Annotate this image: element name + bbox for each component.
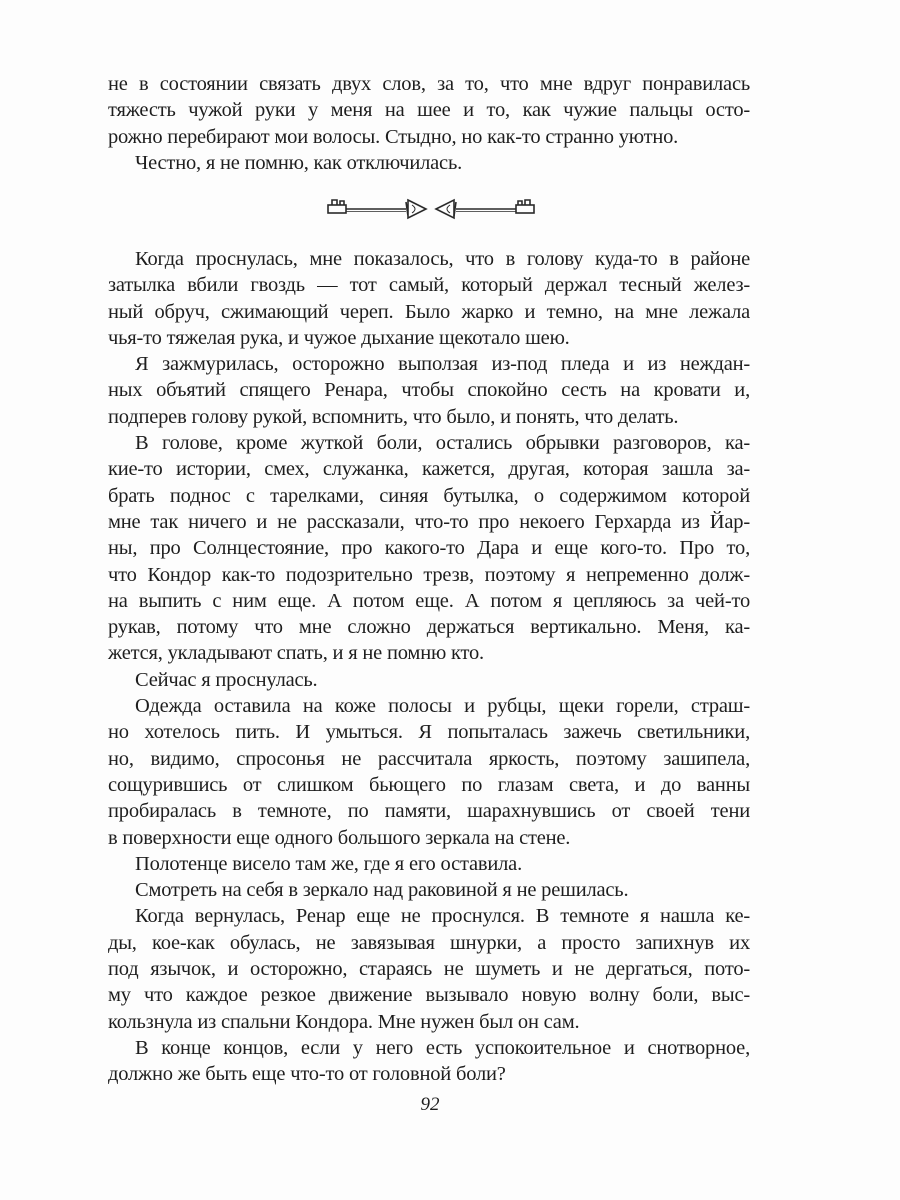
text-section-after-break	[108, 246, 750, 1088]
text-line: сощурившись от слишком бьющего по глазам света, и до ванны	[108, 773, 750, 796]
text-line: Когда вернулась, Ренар еще не проснулся. В темноте я нашла ке-	[135, 905, 750, 928]
text-line: затылка вбили гвоздь — тот самый, который держал тесный желез-	[108, 274, 750, 297]
text-line: должно же быть еще что-то от головной боли?	[108, 1063, 506, 1086]
text-line: кие-то истории, смех, служанка, кажется, другая, которая зашла за-	[108, 458, 750, 481]
text-section-before-break	[108, 71, 750, 176]
text-line: Честно, я не помню, как отключилась.	[135, 151, 463, 174]
text-line: жется, укладывают спать, и я не помню кто.	[108, 642, 484, 665]
text-line: кользнула из спальни Кондора. Мне нужен был он сам.	[108, 1010, 580, 1033]
text-line: мне так ничего и не рассказали, что-то про некоего Герхарда из Йар-	[108, 510, 750, 533]
text-line: му что каждое резкое движение вызывало новую волну боли, выс-	[108, 984, 750, 1007]
text-line: рукав, потому что мне сложно держаться вертикально. Меня, ка-	[108, 616, 750, 639]
text-line: Одежда оставила на коже полосы и рубцы, щеки горели, страш-	[135, 695, 750, 718]
text-line: что Кондор как-то подозрительно трезв, поэтому я непременно долж-	[108, 563, 750, 586]
text-line: Смотреть на себя в зеркало над раковиной я не решилась.	[135, 879, 629, 902]
text-line: ный обруч, сжимающий череп. Было жарко и темно, на мне лежала	[108, 300, 750, 323]
text-line: Когда проснулась, мне показалось, что в голову куда-то в районе	[135, 248, 750, 270]
text-line: Сейчас я проснулась.	[135, 668, 318, 691]
text-line: но хотелось пить. И умыться. Я попыталась зажечь светильники,	[108, 721, 750, 744]
text-line: но, видимо, спросонья не рассчитала яркость, поэтому зашипела,	[108, 747, 750, 770]
page-number: 92	[420, 1094, 440, 1115]
text-line: рожно перебирают мои волосы. Стыдно, но как-то странно уютно.	[108, 125, 679, 148]
text-line: ды, кое-как обулась, не завязывая шнурки, а просто запихнув их	[108, 931, 750, 954]
crossed-keys-ornament-icon	[326, 196, 536, 222]
text-line: тяжесть чужой руки у меня на шее и то, как чужие пальцы осто-	[108, 99, 750, 122]
text-line: не в состоянии связать двух слов, за то, что мне вдруг понравилась	[108, 73, 750, 95]
text-line: Я зажмурилась, осторожно выползая из-под пледа и из неждан-	[135, 353, 750, 376]
text-line: под язычок, и осторожно, стараясь не шуметь и не дергаться, пото-	[108, 958, 750, 981]
text-line: в поверхности еще одного большого зеркала на стене.	[108, 826, 571, 849]
text-line: пробиралась в темноте, по памяти, шарахнувшись от своей тени	[108, 800, 750, 823]
text-line: В конце концов, если у него есть успокоительное и снотворное,	[135, 1036, 750, 1059]
text-line: брать поднос с тарелками, синяя бутылка, о содержимом которой	[108, 484, 750, 507]
text-line: ных объятий спящего Ренара, чтобы спокойно сесть на кровати и,	[108, 379, 750, 402]
text-line: ны, про Солнцестояние, про какого-то Дара и еще кого-то. Про то,	[108, 537, 750, 560]
text-line: подперев голову рукой, вспомнить, что было, и понять, что делать.	[108, 405, 679, 428]
text-line: на выпить с ним еще. А потом еще. А потом я цепляюсь за чей-то	[108, 589, 750, 612]
text-line: чья-то тяжелая рука, и чужое дыхание щекотало шею.	[108, 326, 570, 349]
text-line: В голове, кроме жуткой боли, остались обрывки разговоров, ка-	[135, 432, 750, 455]
text-line: Полотенце висело там же, где я его оставила.	[135, 852, 523, 875]
